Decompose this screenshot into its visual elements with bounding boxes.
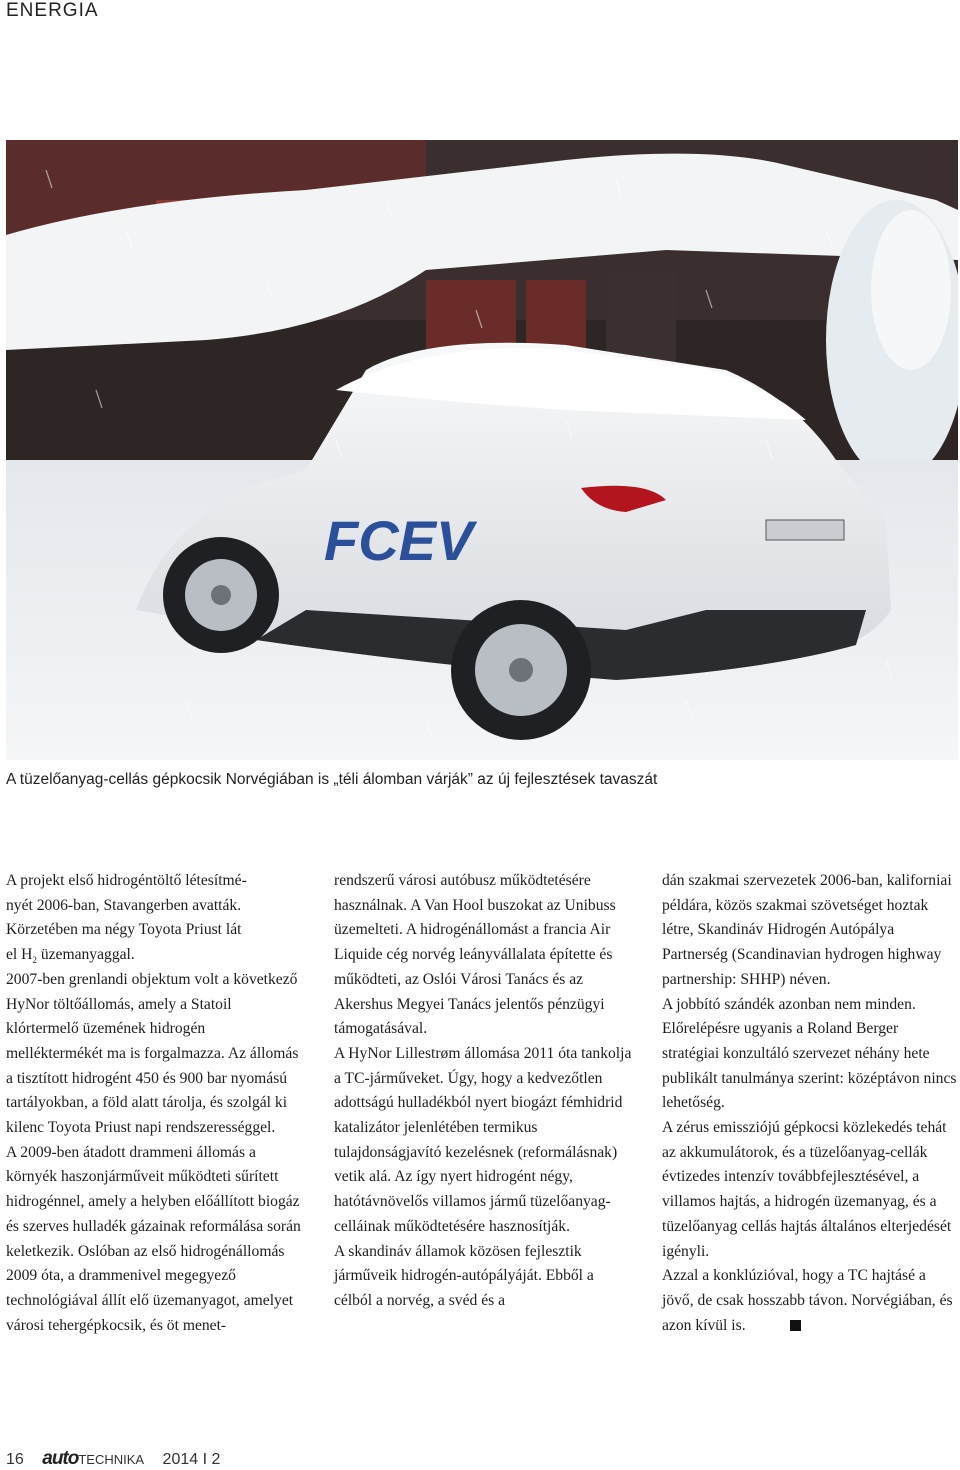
paragraph — [662, 1264, 958, 1338]
section-label: ENERGIA — [6, 0, 99, 21]
line: A projekt első hidrogéntöltő létesítmé- — [6, 872, 247, 889]
paragraph — [6, 869, 306, 968]
closing-text: Azzal a konklúzióval, hogy a TC hajtásé a jövő, de csak hosszabb távon. Norvégiában, és azon kívül is. — [662, 1267, 953, 1334]
line: nyét 2006-ban, Stavangerben avatták. — [6, 896, 242, 914]
article-photo — [6, 140, 958, 760]
paragraph: A zérus emissziójú gépkocsi közlekedés tehát az akkumulátorok, és a tüzelőanyag-cellák évtizedes intenzív továbbfejlesztésével, a villamos hajtás, a hidrogén üzemanyag, és a tüzelőanyag cellás hajtás általános elterjedését igényli. — [662, 1119, 952, 1260]
paragraph: A jobbító szándék azonban nem minden. Előrelépésre ugyanis a Roland Berger stratégiai konzultáló szervezet néhány hete publikált tanulmánya szerint: középtávon nincs lehetőség. — [662, 995, 957, 1112]
page-number: 16 — [6, 1451, 24, 1468]
line: üzemanyaggal. — [36, 946, 135, 964]
line: Körzetében ma négy Toyota Priust lát — [6, 921, 242, 939]
page-footer — [6, 1448, 220, 1470]
photo-caption: A tüzelőanyag-cellás gépkocsik Norvégiában is „téli álomban várják” az új fejlesztések tavaszát — [6, 771, 658, 788]
paragraph: 2007-ben grenlandi objektum volt a következő HyNor töltőállomás, amely a Statoil klórtermelő üzemének hidrogén melléktermékét ma is forgalmazza. Az állomás a tisztított hidrogént 450 és 900 bar nyomású tartályokban, a föld alatt tárolja, és szolgál ki kilenc Toyota Priust napi rendszerességgel. — [6, 970, 299, 1137]
article-column-1 — [6, 869, 306, 1338]
end-of-article-icon — [790, 1320, 801, 1331]
magazine-logo-technika: TECHNIKA — [78, 1452, 145, 1467]
paragraph: A 2009-ben átadott drammeni állomás a környék haszonjárműveit működteti sűrített hidrogénnel, amely a helyben előállított biogáz és szerves hulladék gázainak reformálása során keletkezik. Oslóban az első hidrogénállomás 2009 óta, a drammenivel megegyező technológiával állít elő üzemanyagot, amelyet városi tehergépkocsik, és öt menet- — [6, 1143, 301, 1334]
article-column-2 — [334, 869, 634, 1314]
paragraph: A skandináv államok közösen fejlesztik járműveik hidrogén-autópályáját. Ebből a célból a norvég, a svéd és a — [334, 1242, 594, 1309]
car-lettering: FCEV — [324, 509, 474, 572]
line: el H — [6, 946, 33, 964]
paragraph: dán szakmai szervezetek 2006-ban, kaliforniai példára, közös szakmai szövetséget hoztak létre, Skandináv Hidrogén Autópálya Partnerség (Scandinavian hydrogen highway partnership: SHHP) néven. — [662, 872, 952, 988]
paragraph: A HyNor Lillestrøm állomása 2011 óta tankolja a TC-járműveket. Úgy, hogy a kedvezőtlen adottságú hulladékból nyert biogázt fémhidrid katalizátor jelenlétében termikus tulajdonságjavító kezelésnek (reformálásnak) vetik alá. Az így nyert hidrogént négy, hatótávnövelős villamos jármű tüzelőanyag-celláinak működtetésére hasznosítják. — [334, 1044, 632, 1235]
article-column-3 — [662, 869, 958, 1338]
issue-number: 2014 I 2 — [162, 1451, 221, 1468]
paragraph: rendszerű városi autóbusz működtetésére használnak. A Van Hool buszokat az Unibuss üzemelteti. A hidrogénállomást a francia Air Liquide cég norvég leányvállalata építette és működteti, az Oslói Városi Tanács és az Akershus Megyei Tanács jelentős pénzügyi támogatásával. — [334, 872, 616, 1038]
magazine-logo-auto: auto — [42, 1448, 79, 1469]
subscript: 2 — [32, 955, 37, 966]
